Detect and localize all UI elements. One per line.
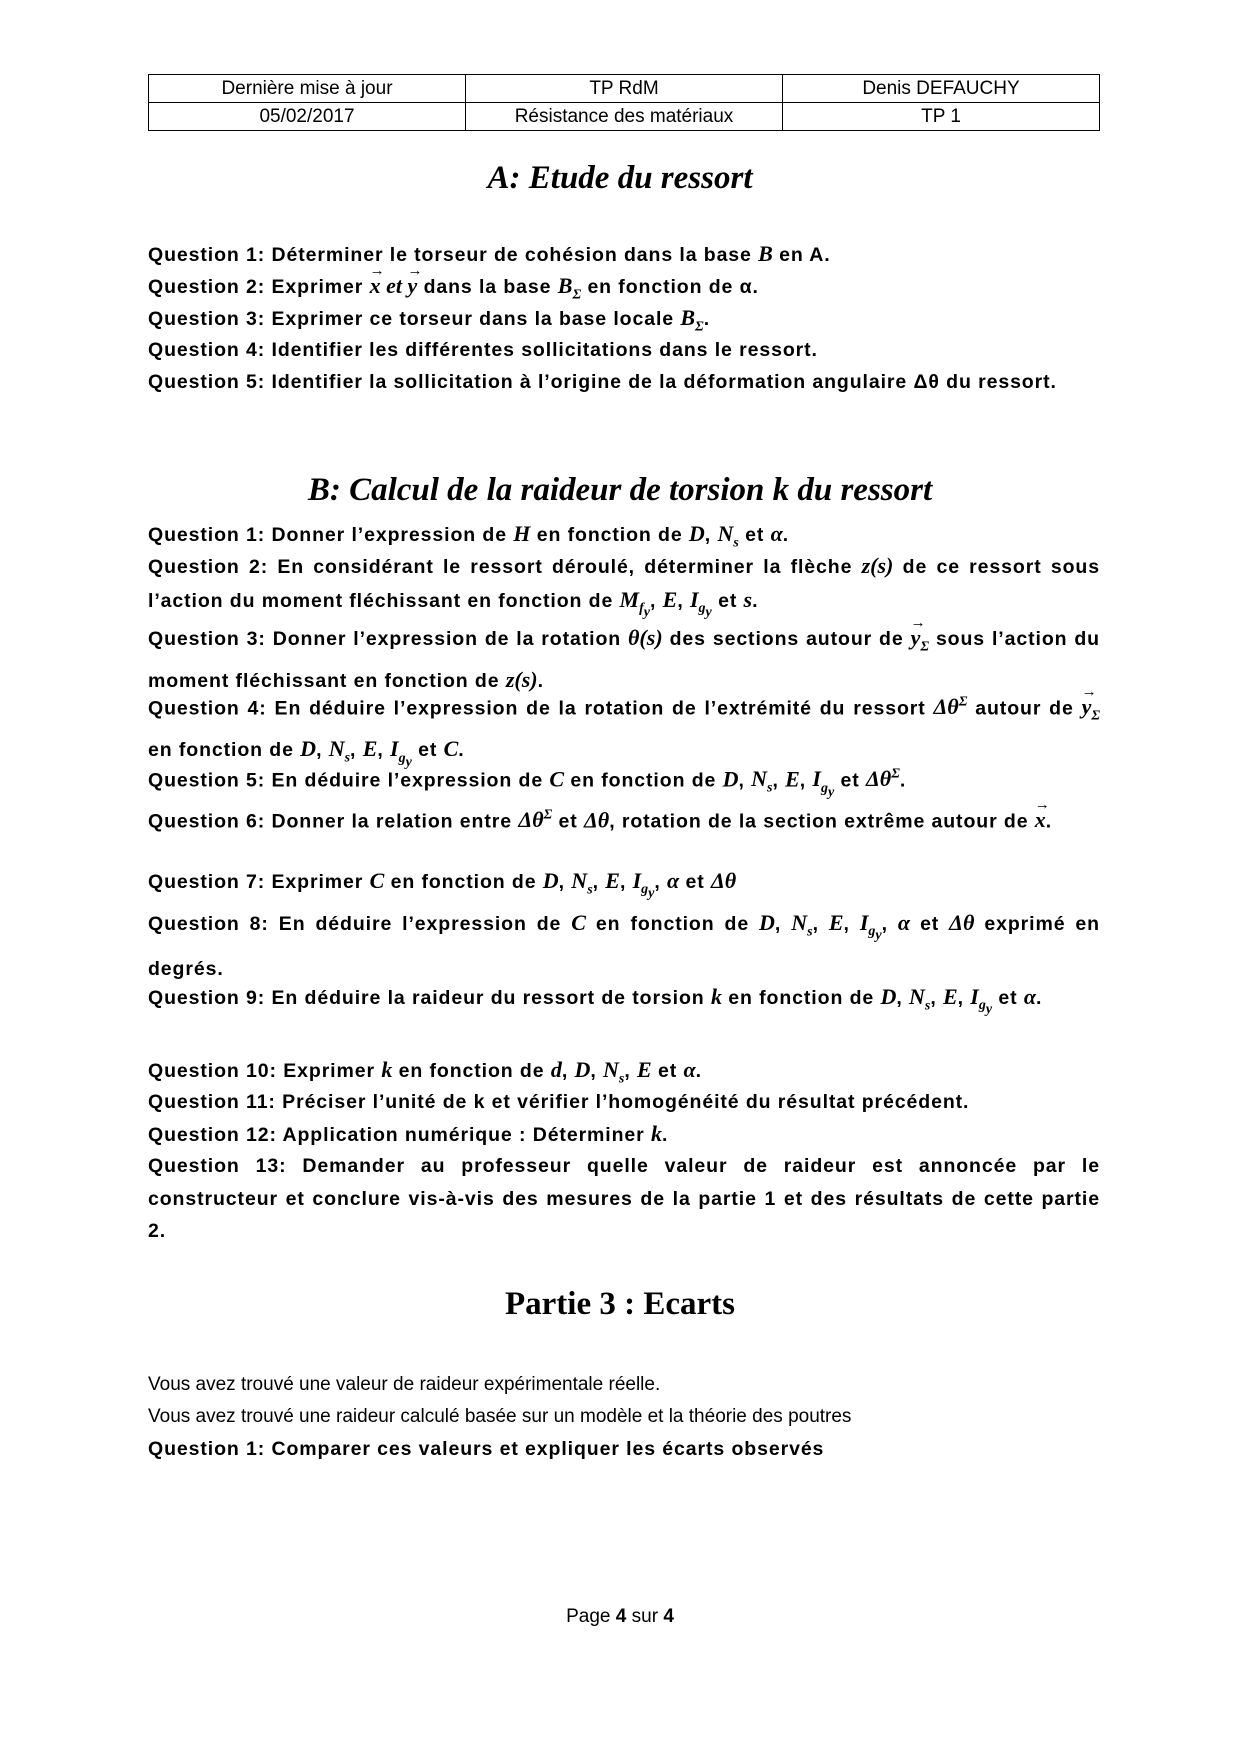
- part-b-question-9: Question 9: En déduire la raideur du ressort de torsion k en fonction de D, $N_s$, E, $I_{g_y}$ et α.: [148, 984, 1043, 1018]
- part-b-title: B: Calcul de la raideur de torsion k du ressort: [307, 472, 933, 508]
- part-b-question-11: Question 11: Préciser l’unité de k et vérifier l’homogénéité du résultat précédent.: [148, 1091, 970, 1113]
- header-subject: Résistance des matériaux: [466, 103, 783, 131]
- part-b-question-8: Question 8: En déduire l’expression de C en fonction de D, $N_s$, E, $I_{g_y}$, α et Δθ exprimé en degrés.: [148, 910, 1100, 980]
- part-b-question-6: Question 6: Donner la relation entre $\Delta\theta^\Sigma$ et Δθ, rotation de la section extrême autour de → x.: [148, 800, 1100, 838]
- part-b-question-12: Question 12: Application numérique : Déterminer k.: [148, 1121, 669, 1146]
- part-a-question-1: Question 1: Déterminer le torseur de cohésion dans la base B en A.: [148, 241, 831, 266]
- header-course: TP RdM: [466, 75, 783, 103]
- header-date: 05/02/2017: [149, 103, 466, 131]
- part-b-question-10: Question 10: Exprimer k en fonction de d, D, $N_s$, E et α.: [148, 1057, 702, 1087]
- part-a-question-2: Question 2: Exprimer → x et → y dans la base $B_\Sigma$ en fonction de α.: [148, 270, 1100, 312]
- part-b-question-4: Question 4: En déduire l’expression de la rotation de l’extrémité du ressort $\Delta\theta^\Sigma$ autour de → $y_\Sigma$ en fonction de D, $N_s$, E, $I_{g_y}$ et C.: [148, 687, 1100, 779]
- part-a-question-4: Question 4: Identifier les différentes sollicitations dans le ressort.: [148, 339, 818, 361]
- part-3-title: Partie 3 : Ecarts: [505, 1286, 735, 1322]
- header-tp-number: TP 1: [783, 103, 1100, 131]
- part-b-question-1: Question 1: Donner l’expression de H en fonction de D, $N_s$ et α.: [148, 521, 790, 551]
- part-3-paragraph-2: Vous avez trouvé une raideur calculé basée sur un modèle et la théorie des poutres: [148, 1406, 852, 1427]
- part-b-question-7: Question 7: Exprimer C en fonction de D, $N_s$, E, $I_{g_y}$, α et Δθ: [148, 868, 737, 902]
- part-3-question-1: Question 1: Comparer ces valeurs et expliquer les écarts observés: [148, 1438, 825, 1460]
- part-b-question-5: Question 5: En déduire l’expression de C en fonction de D, $N_s$, E, $I_{g_y}$ et $\Delta\theta^\Sigma$.: [148, 766, 907, 800]
- part-b-question-2: Question 2: En considérant le ressort déroulé, déterminer la flèche z(s) de ce ressort sous l’action du moment fléchissant en fonction de $M_{f_y}$, E, $I_{g_y}$ et s.: [148, 553, 1100, 620]
- part-a-title: A: Etude du ressort: [487, 160, 753, 196]
- part-b-question-13: Question 13: Demander au professeur quelle valeur de raideur est annoncée par le constructeur et conclure vis-à-vis des mesures de la partie 1 et des résultats de cette partie 2.: [148, 1155, 1100, 1242]
- page-number-footer: Page 4 sur 4: [566, 1606, 674, 1627]
- part-a-question-5: Question 5: Identifier la sollicitation à l’origine de la déformation angulaire Δθ du ressort.: [148, 371, 1057, 393]
- part-3-paragraph-1: Vous avez trouvé une valeur de raideur expérimentale réelle.: [148, 1374, 661, 1395]
- header-author: Denis DEFAUCHY: [783, 75, 1100, 103]
- document-header-table: [148, 74, 1100, 131]
- part-b-question-3: Question 3: Donner l’expression de la rotation θ(s) des sections autour de → $y_\Sigma$ sous l’action du moment fléchissant en fonction de z(s).: [148, 622, 1100, 697]
- header-last-update-label: Dernière mise à jour: [149, 75, 466, 103]
- part-a-question-3: Question 3: Exprimer ce torseur dans la base locale $B_\Sigma$.: [148, 305, 711, 335]
